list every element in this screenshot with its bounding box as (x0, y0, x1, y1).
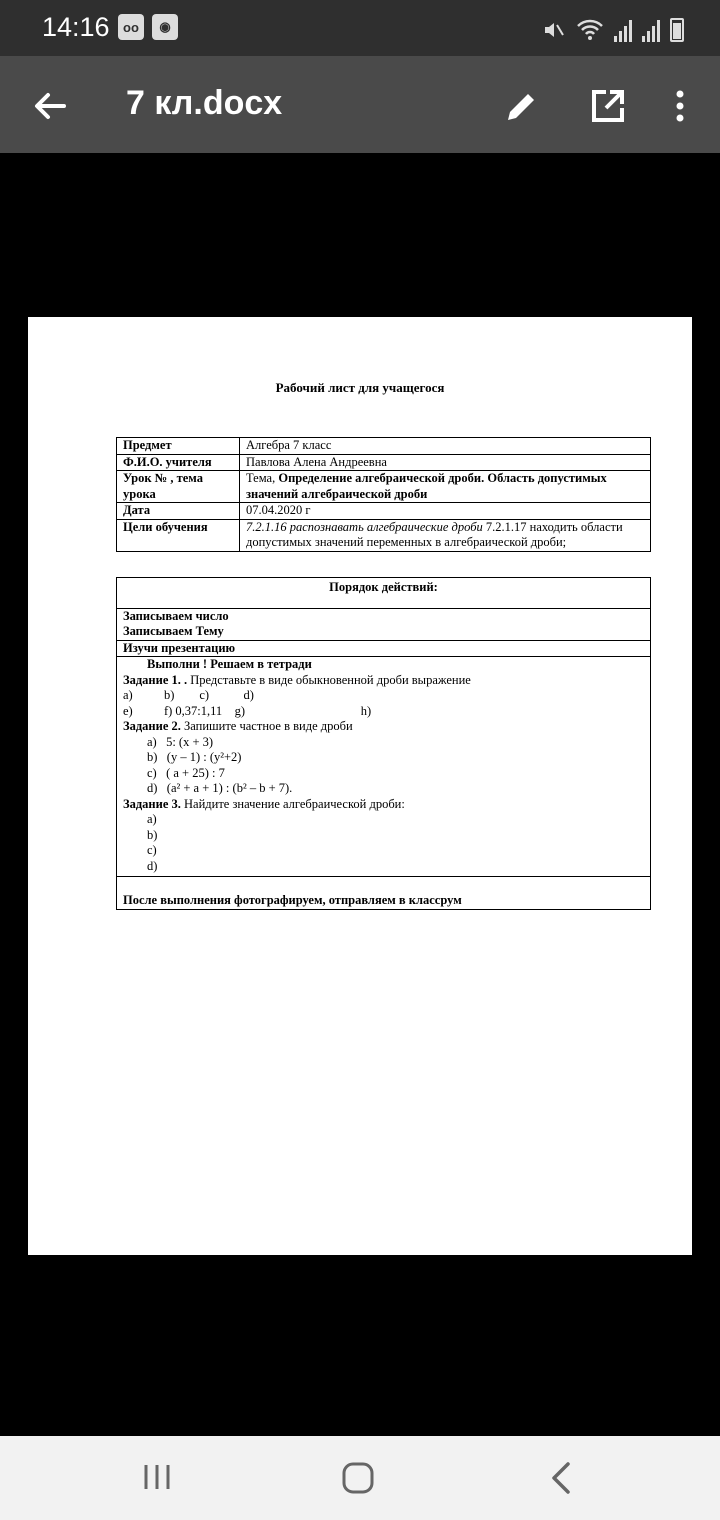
recent-apps-icon[interactable] (140, 1462, 174, 1492)
lesson-topic: Определение алгебраической дроби. Область допустимых значений алгебраической дроби (246, 471, 607, 501)
task1-row: a) b) c) d) (123, 688, 254, 702)
step-topic: Записываем Тему (123, 624, 224, 638)
table-value (240, 471, 651, 503)
table-row (117, 608, 651, 640)
table-row (117, 438, 651, 455)
status-bar (0, 0, 720, 56)
task3-item: b) (147, 827, 158, 842)
table-row (117, 657, 651, 877)
table-key: Ф.И.О. учителя (117, 454, 240, 471)
task3-label: Задание 3. (123, 796, 181, 811)
task3-item: a) (147, 812, 157, 826)
table-value: Алгебра 7 класс (240, 438, 651, 455)
task1-label: Задание 1. . (123, 672, 188, 687)
document-page (28, 317, 692, 1255)
navigation-bar (0, 1436, 720, 1520)
task2-label: Задание 2. (123, 719, 181, 733)
back-icon[interactable] (546, 1460, 576, 1496)
task2-item: b) (y – 1) : (y²+2) (147, 750, 242, 764)
table-value: 07.04.2020 г (240, 503, 651, 520)
document-title: 7 кл.docx (126, 84, 283, 122)
table-row (117, 471, 651, 503)
goal-rest: 7.2.1.17 находить области допустимых значений переменных в алгебраической дроби; (246, 519, 623, 549)
table-key: Предмет (117, 438, 240, 455)
pencil-icon[interactable] (500, 84, 544, 128)
lesson-topic-prefix: Тема, (246, 471, 279, 485)
table-row (117, 519, 651, 551)
table-value: Павлова Алена Андреевна (240, 454, 651, 471)
signal-icon (642, 18, 660, 42)
procedure-header: Порядок действий: (117, 578, 651, 609)
table-key: Урок № , тема урока (117, 471, 240, 503)
home-icon[interactable] (340, 1460, 376, 1496)
task1-text: Представьте в виде обыкновенной дроби выражение (187, 672, 471, 687)
step-presentation: Изучи презентацию (117, 640, 651, 657)
goal-italic: 7.2.1.16 распознавать алгебраические дроби (246, 519, 483, 534)
table-row (117, 877, 651, 910)
open-external-icon[interactable] (586, 84, 630, 128)
status-time: 14:16 (42, 12, 110, 42)
task2-item: c) ( a + 25) : 7 (147, 765, 225, 780)
table-key: Цели обучения (117, 519, 240, 551)
mute-icon (542, 18, 566, 42)
signal-icon (614, 18, 632, 42)
back-arrow-icon[interactable] (28, 84, 72, 128)
more-vert-icon[interactable] (660, 84, 700, 128)
screenshot-icon: ◉ (152, 14, 178, 40)
app-bar (0, 56, 720, 153)
procedure-footer: После выполнения фотографируем, отправляем в классрум (117, 877, 651, 910)
task3-item: d) (147, 858, 158, 873)
voicemail-icon: oo (118, 14, 144, 40)
info-table (116, 437, 651, 552)
step-date: Записываем число (123, 608, 229, 623)
task1-row: e) f) 0,37:1,11 g) h) (123, 703, 372, 718)
task2-item: a) 5: (x + 3) (147, 734, 214, 749)
task3-item: c) (147, 843, 157, 857)
wifi-icon (576, 18, 604, 42)
worksheet-title: Рабочий лист для учащегося (275, 380, 445, 395)
task2-text: Запишите частное в виде дроби (180, 719, 353, 733)
tasks-title: Выполни ! Решаем в тетради (147, 657, 312, 671)
table-value (240, 519, 651, 551)
table-row (117, 503, 651, 520)
table-row (117, 454, 651, 471)
task3-text: Найдите значение алгебраической дроби: (180, 796, 405, 811)
steps-cell (117, 608, 651, 640)
battery-icon (670, 18, 684, 42)
tasks-cell (117, 657, 651, 877)
procedure-table (116, 577, 651, 910)
table-row (117, 578, 651, 609)
table-key: Дата (117, 503, 240, 520)
task2-item: d) (a² + a + 1) : (b² – b + 7). (147, 781, 293, 795)
table-row (117, 640, 651, 657)
